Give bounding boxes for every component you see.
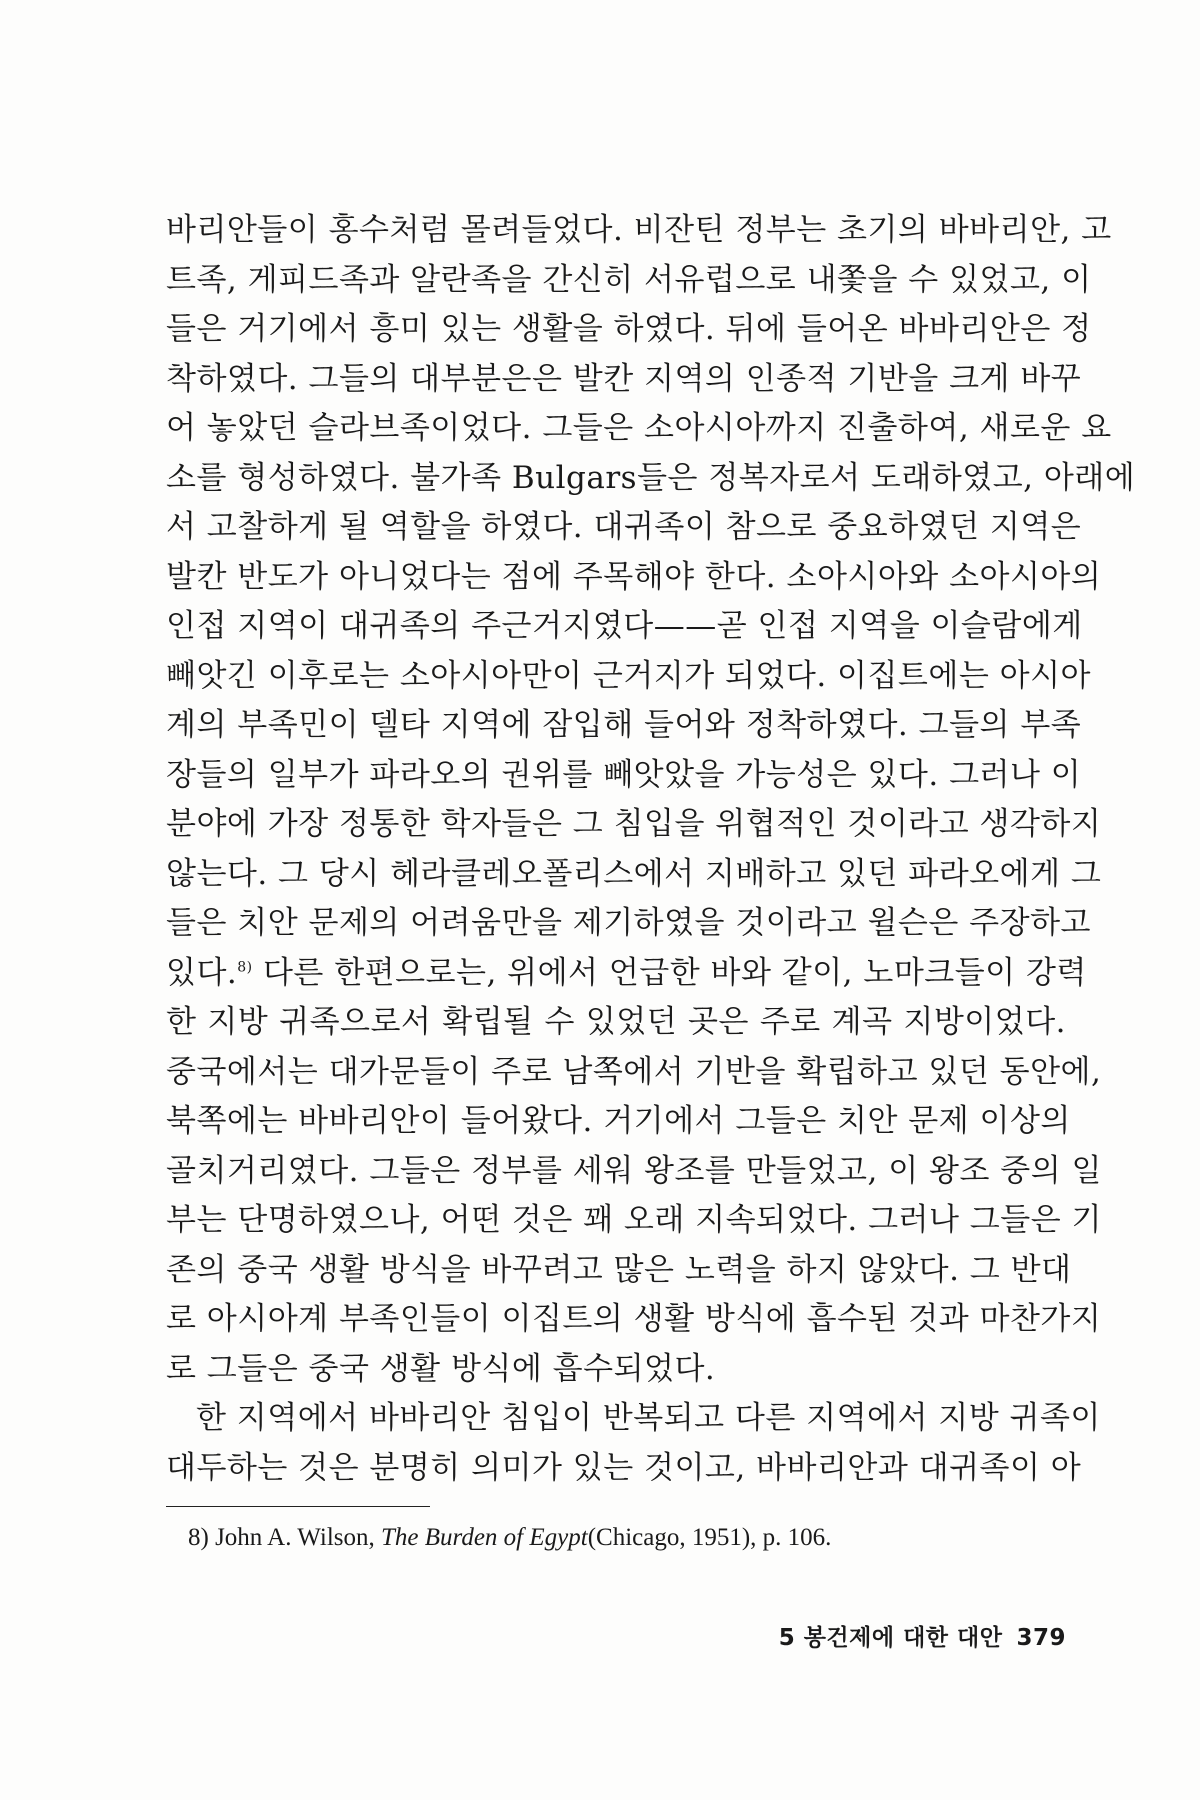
- text-line: 로 그들은 중국 생활 방식에 흡수되었다.: [166, 1350, 716, 1387]
- text-line: 빼앗긴 이후로는 소아시아만이 근거지가 되었다. 이집트에는 아시아: [166, 657, 1091, 694]
- text-line: 인접 지역이 대귀족의 주근거지였다——곧 인접 지역을 이슬람에게: [166, 608, 1083, 644]
- text-line-with-footnote-ref: [166, 949, 1087, 999]
- body-text: [166, 206, 1136, 1493]
- text-line: 존의 중국 생활 방식을 바꾸려고 많은 노력을 하지 않았다. 그 반대: [166, 1251, 1072, 1288]
- text-line: 한 지역에서 바바리안 침입이 반복되고 다른 지역에서 지방 귀족이: [196, 1400, 1101, 1436]
- text-line: 트족, 게피드족과 알란족을 간신히 서유럽으로 내쫓을 수 있었고, 이: [166, 261, 1092, 298]
- text-fragment: 있다.: [166, 954, 238, 991]
- text-line: 장들의 일부가 파라오의 권위를 빼앗았을 가능성은 있다. 그러나 이: [166, 756, 1082, 793]
- footnote-reference[interactable]: 8): [237, 959, 253, 976]
- text-line: 들은 거기에서 흥미 있는 생활을 하였다. 뒤에 들어온 바바리안은 정: [166, 311, 1092, 347]
- page-number: 379: [1016, 1625, 1066, 1651]
- footnote-author: John A. Wilson,: [215, 1524, 381, 1551]
- footnote: [188, 1524, 831, 1552]
- footnote-number: 8): [188, 1524, 209, 1551]
- text-line: 중국에서는 대가문들이 주로 남쪽에서 기반을 확립하고 있던 동안에,: [166, 1053, 1102, 1090]
- text-line: 착하였다. 그들의 대부분은은 발칸 지역의 인종적 기반을 크게 바꾸: [166, 360, 1082, 397]
- text-line: 분야에 가장 정통한 학자들은 그 침입을 위협적인 것이라고 생각하지: [166, 806, 1102, 842]
- text-line: 대두하는 것은 분명히 의미가 있는 것이고, 바바리안과 대귀족이 아: [166, 1449, 1082, 1486]
- text-line: 어 놓았던 슬라브족이었다. 그들은 소아시아까지 진출하여, 새로운 요: [166, 410, 1112, 446]
- text-line: 한 지방 귀족으로서 확립될 수 있었던 곳은 주로 계곡 지방이었다.: [166, 1004, 1066, 1040]
- text-line: 발칸 반도가 아니었다는 점에 주목해야 한다. 소아시아와 소아시아의: [166, 558, 1102, 595]
- text-line: 서 고찰하게 될 역할을 하였다. 대귀족이 참으로 중요하였던 지역은: [166, 509, 1082, 545]
- footnote-citation: (Chicago, 1951), p. 106.: [587, 1524, 832, 1551]
- text-line: 북쪽에는 바바리안이 들어왔다. 거기에서 그들은 치안 문제 이상의: [166, 1103, 1071, 1139]
- footnote-book-title: The Burden of Egypt: [381, 1524, 588, 1551]
- text-line: 않는다. 그 당시 헤라클레오폴리스에서 지배하고 있던 파라오에게 그: [166, 855, 1102, 892]
- text-line: 계의 부족민이 델타 지역에 잠입해 들어와 정착하였다. 그들의 부족: [166, 707, 1082, 743]
- text-line: 바리안들이 홍수처럼 몰려들었다. 비잔틴 정부는 초기의 바바리안, 고: [166, 212, 1112, 248]
- text-line: 골치거리였다. 그들은 정부를 세워 왕조를 만들었고, 이 왕조 중의 일: [166, 1152, 1102, 1189]
- text-line: 들은 치안 문제의 어려움만을 제기하였을 것이라고 윌슨은 주장하고: [166, 905, 1091, 941]
- text-fragment: 다른 한편으로는, 위에서 언급한 바와 같이, 노마크들이 강력: [252, 954, 1087, 991]
- text-line: 부는 단명하였으나, 어떤 것은 꽤 오래 지속되었다. 그러나 그들은 기: [166, 1202, 1102, 1238]
- running-footer: [779, 1619, 1066, 1652]
- chapter-title: 5 봉건제에 대한 대안: [778, 1625, 1003, 1651]
- text-line: 소를 형성하였다. 불가족 Bulgars들은 정복자로서 도래하였고, 아래에: [166, 459, 1136, 496]
- footnote-divider: [166, 1506, 430, 1507]
- text-line: 로 아시아계 부족인들이 이집트의 생활 방식에 흡수된 것과 마찬가지: [166, 1301, 1102, 1337]
